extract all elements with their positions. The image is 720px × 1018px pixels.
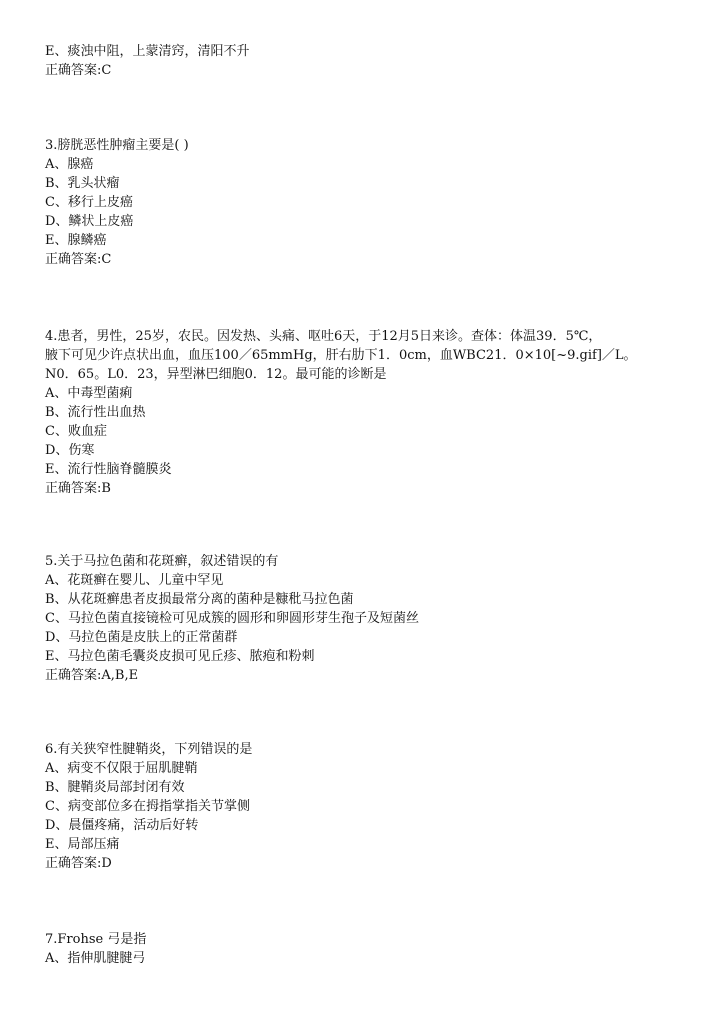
question-stem: 3.膀胱恶性肿瘤主要是( ) [45, 138, 189, 153]
question-7 [45, 930, 685, 968]
question-6 [45, 740, 685, 873]
option-e: E、局部压痛 [45, 837, 120, 852]
answer-line: 正确答案:C [45, 63, 112, 78]
option-c: C、马拉色菌直接镜检可见成簇的圆形和卵圆形芽生孢子及短菌丝 [45, 611, 419, 626]
option-e: E、腺鳞癌 [45, 233, 107, 248]
option-c: C、病变部位多在拇指掌指关节掌侧 [45, 799, 250, 814]
option-a: A、花斑癣在婴儿、儿童中罕见 [45, 573, 224, 588]
question-stem-line-3: N0．65。L0．23，异型淋巴细胞0．12。最可能的诊断是 [45, 367, 387, 382]
answer-line: 正确答案:D [45, 856, 112, 871]
question-4 [45, 327, 685, 498]
option-b: B、乳头状瘤 [45, 176, 120, 191]
option-c: C、移行上皮癌 [45, 195, 133, 210]
option-e: E、马拉色菌毛囊炎皮损可见丘疹、脓疱和粉刺 [45, 649, 315, 664]
option-a: A、病变不仅限于屈肌腱鞘 [45, 761, 198, 776]
question-stem: 6.有关狭窄性腱鞘炎，下列错误的是 [45, 742, 253, 757]
question-previous [45, 42, 685, 80]
option-d: D、伤寒 [45, 443, 95, 458]
option-d: D、晨僵疼痛，活动后好转 [45, 818, 199, 833]
option-e: E、痰浊中阻，上蒙清窍，清阳不升 [45, 44, 250, 59]
option-e: E、流行性脑脊髓膜炎 [45, 462, 172, 477]
question-stem-line-2: 腋下可见少许点状出血，血压100／65mmHg，肝右肋下1．0cm，血WBC21．0×10[~9.gif]／L。 [45, 348, 637, 363]
answer-line: 正确答案:C [45, 252, 112, 267]
answer-line: 正确答案:A,B,E [45, 668, 139, 683]
option-d: D、鳞状上皮癌 [45, 214, 134, 229]
option-a: A、指伸肌腱腱弓 [45, 951, 146, 966]
option-b: B、腱鞘炎局部封闭有效 [45, 780, 185, 795]
question-stem: 7.Frohse 弓是指 [45, 932, 147, 947]
question-5 [45, 552, 685, 685]
answer-line: 正确答案:B [45, 481, 111, 496]
option-c: C、败血症 [45, 424, 107, 439]
option-b: B、从花斑癣患者皮损最常分离的菌种是糠秕马拉色菌 [45, 592, 354, 607]
option-b: B、流行性出血热 [45, 405, 146, 420]
option-d: D、马拉色菌是皮肤上的正常菌群 [45, 630, 238, 645]
question-3 [45, 136, 685, 269]
question-stem-line-1: 4.患者，男性，25岁，农民。因发热、头痛、呕吐6天，于12月5日来诊。查体：体温39．5℃， [45, 329, 602, 344]
question-stem: 5.关于马拉色菌和花斑癣，叙述错误的有 [45, 554, 279, 569]
option-a: A、中毒型菌痢 [45, 386, 133, 401]
option-a: A、腺癌 [45, 157, 94, 172]
